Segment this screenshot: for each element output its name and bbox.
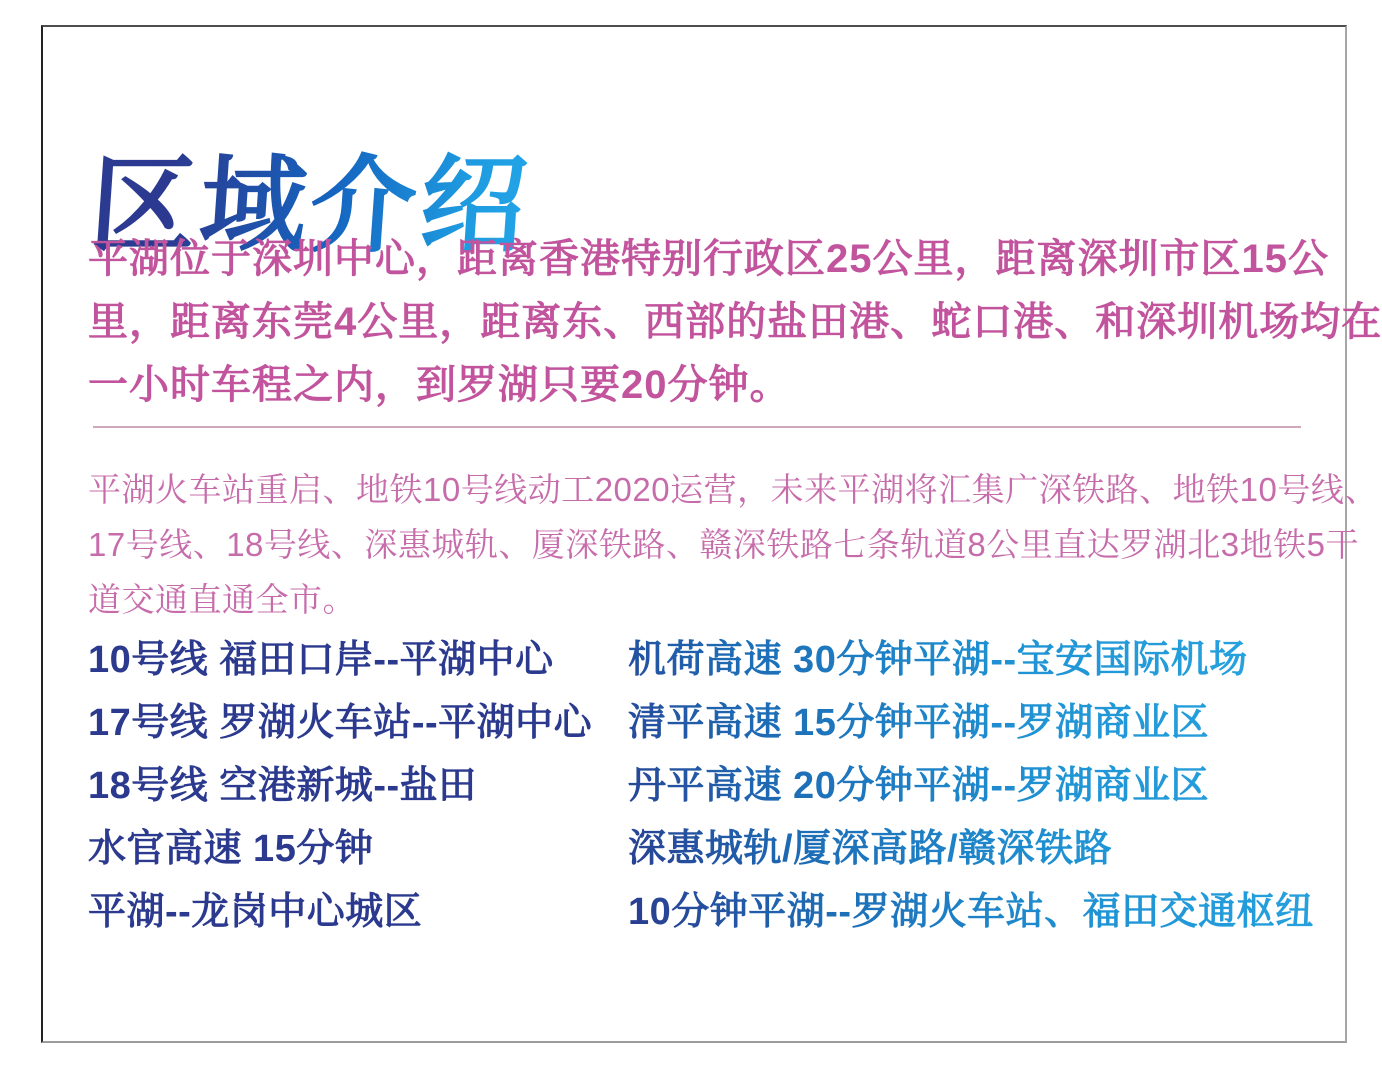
transit-item: 机荷高速 30分钟平湖--宝安国际机场 [628,639,1248,681]
intro-line: 平湖位于深圳中心，距离香港特别行政区25公里，距离深圳市区15公 [88,237,1329,281]
intro-line: 里，距离东莞4公里，距离东、西部的盐田港、蛇口港、和深圳机场均在 [88,300,1382,344]
transit-item: 10号线 福田口岸--平湖中心 [88,639,554,681]
intro-paragraph [88,228,1382,417]
page-title: 区域介绍 [86,147,535,266]
transit-list-left [88,629,628,944]
transit-list-right [628,629,1328,944]
transit-summary-paragraph [88,462,1378,627]
transit-item: 深惠城轨/厦深高路/赣深铁路 [628,828,1113,870]
transit-summary-line: 17号线、18号线、深惠城轨、厦深铁路、赣深铁路七条轨道8公里直达罗湖北3地铁5干 [88,526,1359,563]
transit-summary-line: 平湖火车站重启、地铁10号线动工2020运营，未来平湖将汇集广深铁路、地铁10号线、 [88,471,1378,508]
transit-item: 17号线 罗湖火车站--平湖中心 [88,702,593,744]
section-divider [93,426,1301,428]
transit-summary-line: 道交通直通全市。 [88,581,356,618]
transit-item: 18号线 空港新城--盐田 [88,765,477,807]
transit-item: 平湖--龙岗中心城区 [88,891,423,933]
transit-item: 10分钟平湖--罗湖火车站、福田交通枢纽 [628,891,1314,933]
transit-item: 清平高速 15分钟平湖--罗湖商业区 [628,702,1210,744]
intro-line: 一小时车程之内，到罗湖只要20分钟。 [88,363,791,407]
transit-item: 水官高速 15分钟 [88,828,374,870]
transit-item: 丹平高速 20分钟平湖--罗湖商业区 [628,765,1210,807]
